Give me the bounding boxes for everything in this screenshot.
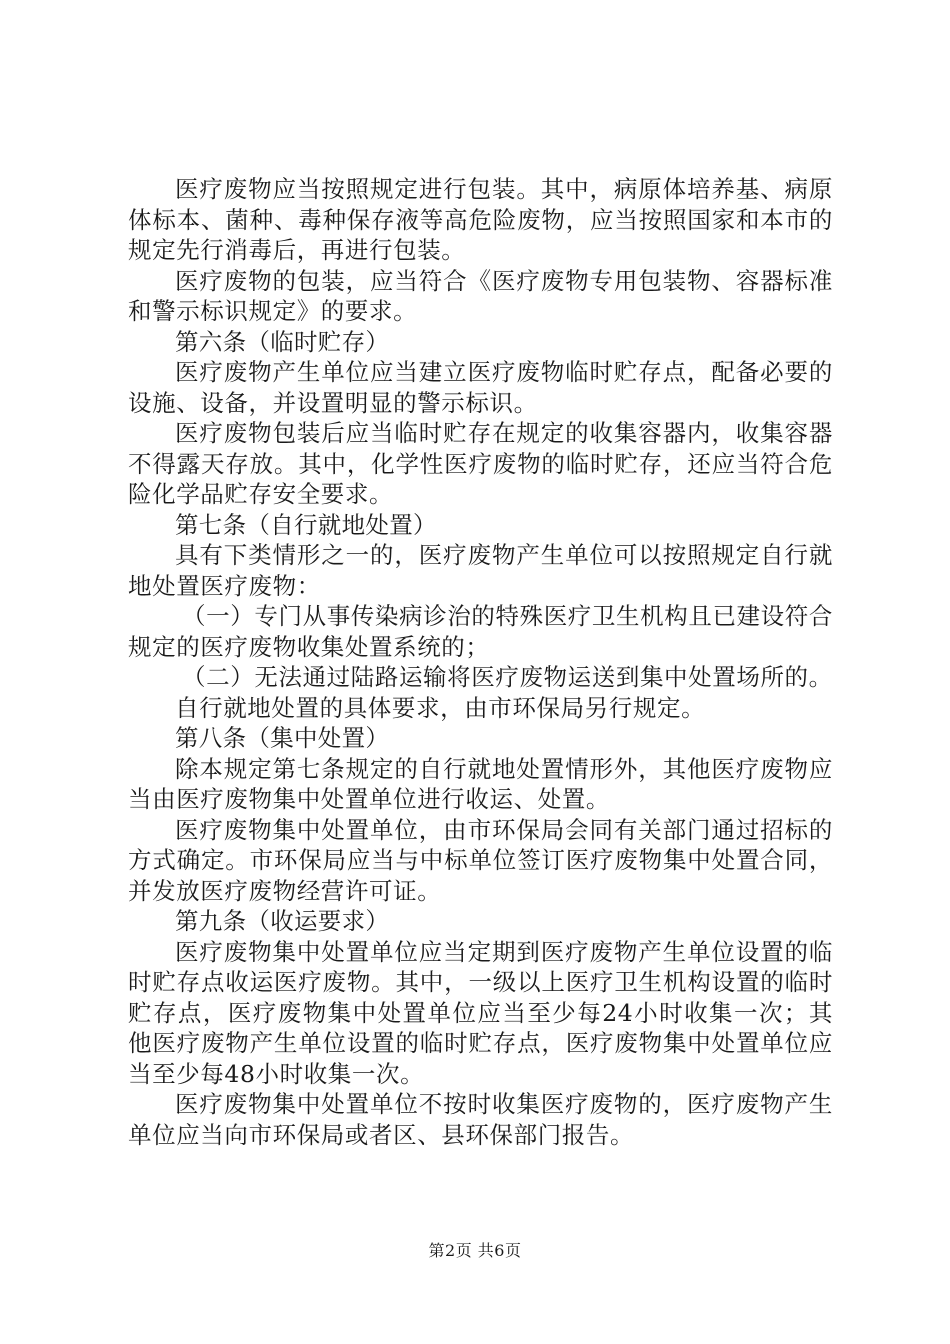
- paragraph: 医疗废物集中处置单位，由市环保局会同有关部门通过招标的方式确定。市环保局应当与中标单位签订医疗废物集中处置合同，并发放医疗废物经营许可证。: [128, 815, 833, 905]
- paragraph: 自行就地处置的具体要求，由市环保局另行规定。: [175, 693, 706, 722]
- list-item: （一）专门从事传染病诊治的特殊医疗卫生机构且已建设符合规定的医疗废物收集处置系统的；: [128, 602, 833, 661]
- page-number-footer: 第2页 共6页: [428, 1241, 522, 1260]
- article-heading: 第八条（集中处置）: [175, 724, 390, 752]
- article-heading: 第七条（自行就地处置）: [175, 510, 437, 539]
- paragraph: 具有下类情形之一的，医疗废物产生单位可以按照规定自行就地处置医疗废物：: [128, 541, 833, 600]
- list-item: （二）无法通过陆路运输将医疗废物运送到集中处置场所的。: [182, 663, 833, 691]
- paragraph: 医疗废物包装后应当临时贮存在规定的收集容器内，收集容器不得露天存放。其中，化学性医疗废物的临时贮存，还应当符合危险化学品贮存安全要求。: [128, 419, 833, 508]
- paragraph: 医疗废物集中处置单位不按时收集医疗废物的，医疗废物产生单位应当向市环保局或者区、县环保部门报告。: [128, 1090, 833, 1149]
- article-heading: 第六条（临时贮存）: [175, 327, 390, 356]
- paragraph: 医疗废物产生单位应当建立医疗废物临时贮存点，配备必要的设施、设备，并设置明显的警示标识。: [128, 358, 833, 417]
- article-heading: 第九条（收运要求）: [175, 907, 390, 935]
- document-body: [128, 174, 833, 1150]
- paragraph: 医疗废物的包装，应当符合《医疗废物专用包装物、容器标准和警示标识规定》的要求。: [128, 266, 833, 325]
- paragraph: 医疗废物集中处置单位应当定期到医疗废物产生单位设置的临时贮存点收运医疗废物。其中，一级以上医疗卫生机构设置的临时贮存点，医疗废物集中处置单位应当至少每24小时收集一次；其他医疗废物产生单位设置的临时贮存点，医疗废物集中处置单位应当至少每48小时收集一次。: [128, 937, 833, 1088]
- paragraph: 医疗废物应当按照规定进行包装。其中，病原体培养基、病原体标本、菌种、毒种保存液等高危险废物，应当按照国家和本市的规定先行消毒后，再进行包装。: [128, 175, 833, 264]
- paragraph: 除本规定第七条规定的自行就地处置情形外，其他医疗废物应当由医疗废物集中处置单位进行收运、处置。: [128, 754, 833, 813]
